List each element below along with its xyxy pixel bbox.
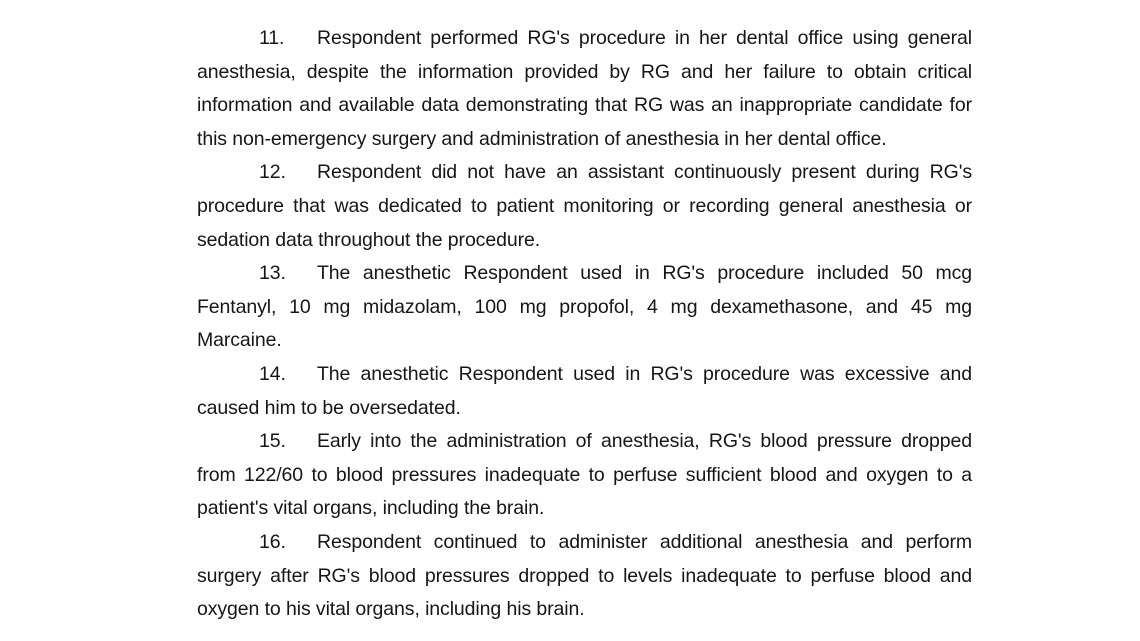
paragraph-12	[197, 156, 972, 257]
paragraph-text: The anesthetic Respondent used in RG's procedure included 50 mcg Fentanyl, 10 mg midazolam, 100 mg propofol, 4 mg dexamethasone, and 45 mg Marcaine.	[197, 262, 972, 352]
paragraph-number: 15.	[259, 430, 286, 453]
paragraph-text: Respondent continued to administer additional anesthesia and perform surgery after RG's blood pressures dropped to levels inadequate to perfuse blood and oxygen to his vital organs, including his brain.	[197, 530, 972, 621]
paragraph-13	[197, 257, 972, 358]
paragraph-number: 12.	[259, 161, 286, 184]
document-body	[197, 22, 972, 627]
paragraph-text: Respondent did not have an assistant continuously present during RG's procedure that was dedicated to patient monitoring or recording general anesthesia or sedation data throughout the procedure.	[197, 161, 972, 251]
paragraph-11	[197, 22, 972, 156]
paragraph-text: The anesthetic Respondent used in RG's procedure was excessive and caused him to be oversedated.	[197, 362, 972, 419]
paragraph-number: 16.	[259, 530, 286, 553]
paragraph-15	[197, 425, 972, 526]
paragraph-16	[197, 526, 972, 627]
paragraph-text: Early into the administration of anesthesia, RG's blood pressure dropped from 122/60 to blood pressures inadequate to perfuse sufficient blood and oxygen to a patient's vital organs, including the brain.	[197, 430, 972, 520]
paragraph-number: 14.	[259, 362, 286, 385]
paragraph-text: Respondent performed RG's procedure in her dental office using general anesthesia, despite the information provided by RG and her failure to obtain critical information and available data demonstrating that RG was an inappropriate candidate for this non-emergency surgery and administration of anesthesia in her dental office.	[197, 27, 972, 150]
paragraph-number: 11.	[259, 27, 285, 49]
paragraph-number: 13.	[259, 262, 286, 285]
paragraph-14	[197, 358, 972, 425]
